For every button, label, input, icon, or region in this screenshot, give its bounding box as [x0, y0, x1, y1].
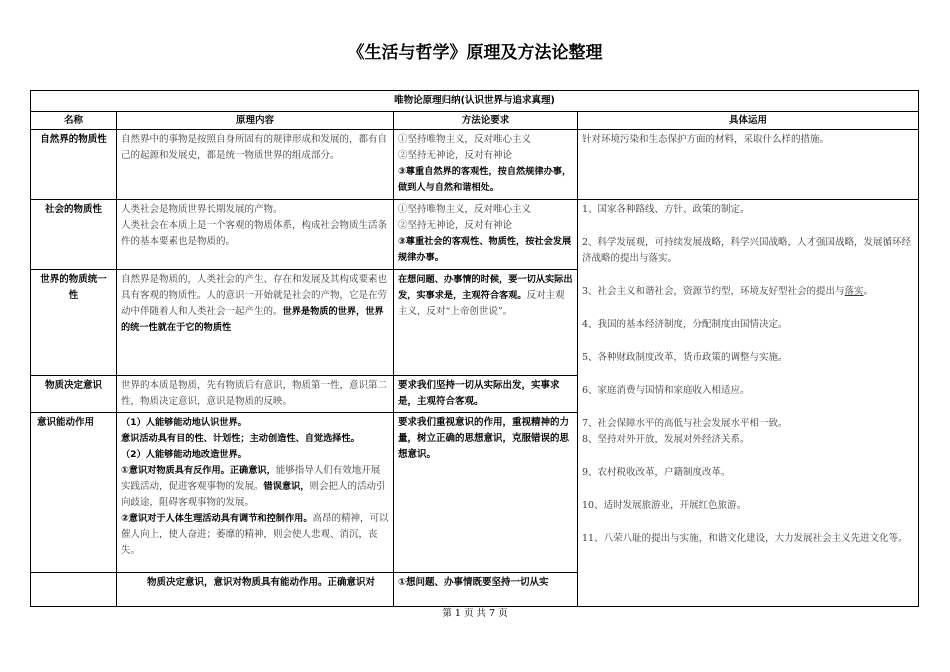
row-name: 自然界的物质性 — [31, 130, 117, 200]
row-name: 物质决定意识 — [31, 376, 117, 413]
row-principle — [117, 200, 394, 270]
row-method: ①想问题、办事情既要坚持一切从实 — [394, 573, 578, 607]
principle-line: 人类社会在本质上是一个客观的物质体系，构成社会物质生活条件的基本要素也是物质的。 — [121, 220, 388, 247]
table-row — [31, 200, 919, 270]
row-method — [394, 130, 578, 200]
principle-line: 人类社会是物质世界长期发展的产物。 — [121, 204, 283, 215]
principle-line: （2）人能够能动地改造世界。 — [121, 449, 247, 460]
row-principle — [117, 413, 394, 573]
principle-paragraph: ②意识对于人体生理活动具有调节和控制作用。高昂的精神，可以催人向上，使人奋进；萎靡的精神，则会使人悲观、消沉，丧失。 — [121, 513, 389, 556]
method-line: ①坚持唯物主义，反对唯心主义 — [398, 134, 532, 145]
column-header-application: 具体运用 — [578, 112, 919, 130]
table-row — [31, 130, 919, 200]
method-line: ③尊重自然界的客观性，按自然规律办事，做到人与自然和谐相处。 — [398, 166, 572, 193]
application-item: 5、各种财政制度改革，货币政策的调整与实施。 — [582, 352, 788, 363]
row-name: 世界的物质统一 性 — [31, 270, 117, 376]
row-method: 要求我们坚持一切从实际出发，实事求是，主观符合客观。 — [394, 376, 578, 413]
document-title: 《生活与哲学》原理及方法论整理 — [347, 43, 603, 63]
row-principle: 自然界是物质的，人类社会的产生、存在和发展及其构成要素也具有客观的物质性。人的意识一开始就是社会的产物，它是在劳动中伴随着人和人类社会一起产生的。世界是物质的世界，世界的统一性就在于它的物质性 — [117, 270, 394, 376]
row-name — [31, 573, 117, 607]
page-footer: 第 1 页 共 7 页 — [442, 608, 508, 619]
application-item: 7、社会保障水平的高低与社会发展水平相一致。 — [582, 418, 788, 429]
application-item: 8、坚持对外开放，发展对外经济关系。 — [582, 434, 750, 445]
application-item: 3、社会主义和谐社会，资源节约型，环境友好型社会的提出与落实。 — [582, 286, 874, 297]
application-item: 9、农村税收改革，户籍制度改革。 — [582, 467, 731, 478]
section-title: 唯物论原理归纳(认识世界与追求真理) — [31, 91, 919, 112]
application-item: 10、适时发展旅游业，开展红色旅游。 — [582, 500, 747, 511]
method-line: ③尊重社会的客观性、物质性，按社会发展规律办事。 — [398, 236, 572, 263]
application-item: 6、家庭消费与国情和家庭收入相适应。 — [582, 385, 750, 396]
method-line: ②坚持无神论，反对有神论 — [398, 150, 513, 161]
column-header-name: 名称 — [31, 112, 117, 130]
principle-line: （1）人能够能动地认识世界。 — [121, 417, 247, 428]
row-method: 要求我们重视意识的作用，重视精神的力量，树立正确的思想意识，克服错误的思想意识。 — [394, 413, 578, 573]
table-header-row — [31, 112, 919, 130]
principles-table — [30, 90, 919, 607]
row-principle: 物质决定意识，意识对物质具有能动作用。正确意识对 — [117, 573, 394, 607]
row-principle: 世界的本质是物质，先有物质后有意识，物质第一性，意识第二性，物质决定意识，意识是物质的反映。 — [117, 376, 394, 413]
row-application: 针对环境污染和生态保护方面的材料，采取什么样的措施。 — [578, 130, 919, 200]
row-name: 意识能动作用 — [31, 413, 117, 573]
row-principle: 自然界中的事物是按照自身所固有的规律形成和发展的，都有自己的起源和发展史，都是统一物质世界的组成部分。 — [117, 130, 394, 200]
method-line: ①坚持唯物主义，反对唯心主义 — [398, 204, 532, 215]
principle-paragraph: ①意识对物质具有反作用。正确意识，能够指导人们有效地开展实践活动，促进客观事物的发展。错误意识，则会把人的活动引向歧途，阻碍客观事物的发展。 — [121, 465, 386, 508]
row-method: 在想问题、办事情的时候，要一切从实际出发，实事求是，主观符合客观。反对主观主义，反对“上帝创世说”。 — [394, 270, 578, 376]
principle-line: 意识活动具有目的性、计划性；主动创造性、自觉选择性。 — [121, 433, 360, 444]
application-item: 2、科学发展观，可持续发展战略，科学兴国战略，人才强国战略，发展循环经济战略的提出与落实。 — [582, 237, 912, 264]
column-header-principle: 原理内容 — [117, 112, 394, 130]
column-header-method: 方法论要求 — [394, 112, 578, 130]
method-line: ②坚持无神论，反对有神论 — [398, 220, 513, 231]
row-name: 社会的物质性 — [31, 200, 117, 270]
underlined-text: 落实 — [844, 286, 864, 297]
application-item: 11、八荣八耻的提出与实施，和谐文化建设，大力发展社会主义先进文化等。 — [582, 533, 908, 544]
application-item: 4、我国的基本经济制度，分配制度由国情决定。 — [582, 319, 788, 330]
application-item: 1、国家各种路线、方针、政策的制定。 — [582, 204, 750, 215]
row-method — [394, 200, 578, 270]
application-list — [578, 200, 919, 607]
